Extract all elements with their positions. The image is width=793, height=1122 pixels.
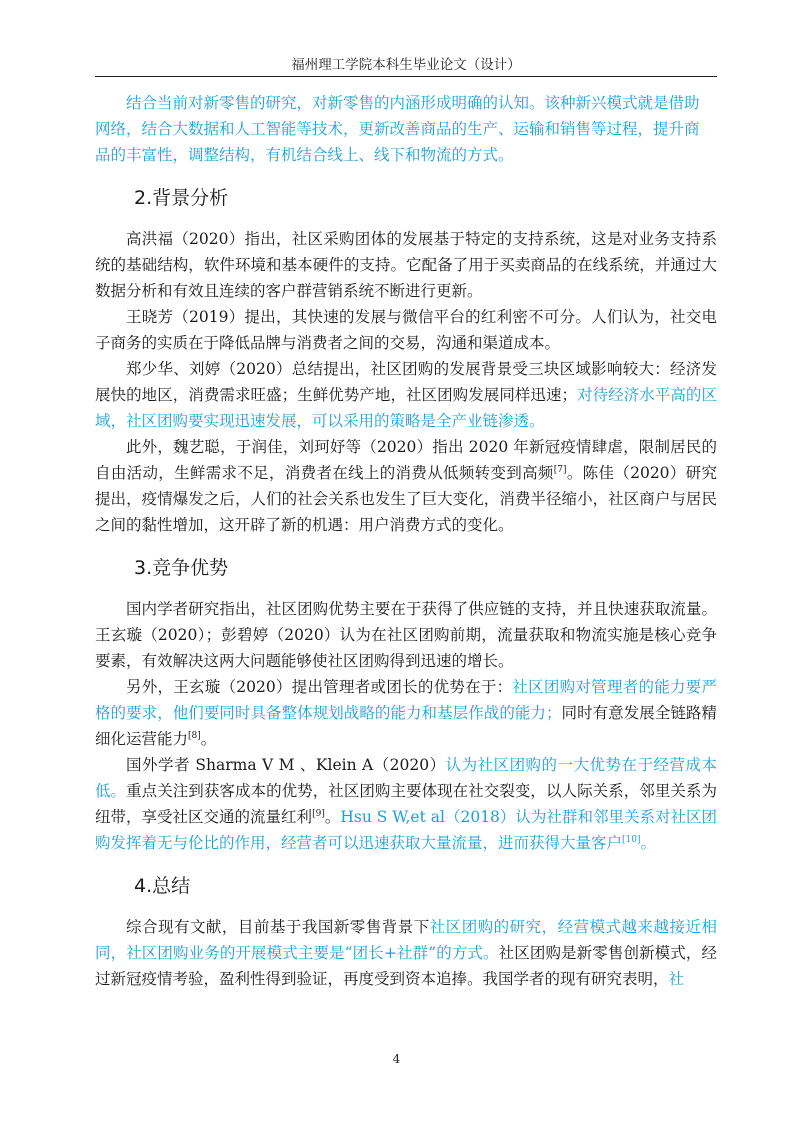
running-header: 福州理工学院本科生毕业论文（设计） [291, 57, 521, 73]
paragraph-zheng [95, 356, 717, 434]
intro-paragraph-cont [95, 116, 717, 142]
page-number: 4 [392, 1052, 401, 1066]
header-rule [95, 76, 717, 77]
section-heading-background: 2.背景分析 [134, 187, 229, 209]
paragraph-gao: 高洪福（2020）指出，社区采购团体的发展基于特定的支持系统，这是对业务支持系统的基础结构，软件环境和基本硬件的支持。它配备了用于买卖商品的在线系统，并通过大数据分析和有效且连续的客户群营销系统不断进行更新。 [95, 230, 717, 300]
text-run: 重点关注到获客成本的优势，社区团购主要体现在社交裂变，以人际关系，邻里关系为纽带，享受社区交通的流量红利 [95, 782, 717, 826]
paragraph-domestic-scholars: 国内学者研究指出，社区团购优势主要在于获得了供应链的支持，并且快速获取流量。王玄璇（2020）；彭碧婷（2020）认为在社区团购前期，流量获取和物流实施是核心竞争要素，有效解决这两大问题能够使社区团购得到迅速的增长。 [95, 600, 717, 670]
intro-line-3: 品的丰富性，调整结构，有机结合线上、线下和物流的方式。 [95, 146, 514, 164]
text-run: 同时有意发展全链路精细化运营能力 [95, 704, 717, 748]
text-run: 。 [324, 808, 341, 826]
text-run: 。 [200, 730, 217, 748]
intro-paragraph [95, 90, 717, 116]
intro-paragraph-end [95, 142, 717, 168]
section-heading-summary: 4.总结 [134, 875, 191, 897]
highlighted-text: 对待经济水平高的区域，社区团购要实现迅速发展，可以采用的策略是全产业链渗透。 [95, 386, 717, 430]
section-heading-competitive-advantage: 3.竞争优势 [134, 557, 229, 579]
text-run: 。 [640, 834, 657, 852]
intro-line-2: 网络，结合大数据和人工智能等技术，更新改善商品的生产、运输和销售等过程，提升商 [95, 120, 700, 138]
text-run: 另外，王玄璇（2020）提出管理者或团长的优势在于： [126, 678, 513, 696]
paragraph-manager-advantage [95, 674, 717, 752]
citation-ref: [7] [553, 464, 567, 475]
citation-ref: [10] [622, 834, 641, 845]
highlighted-text: 社 [668, 970, 685, 988]
highlighted-text: 认为社区团购的一大优势在于经营成本低。 [95, 756, 717, 800]
paragraph-summary [95, 914, 717, 992]
text-run: Hsu S W,et al（2018）认为社群和邻里关系对社区团购发挥着无与伦比的作用，经营者可以迅速获取大量流量，进而获得大量客户 [95, 808, 717, 852]
text-run: 郑少华、刘婷（2020）总结提出，社区团购的发展背景受三块区域影响较大：经济发展快的地区，消费需求旺盛；生鲜优势产地，社区团购发展同样迅速； [95, 360, 717, 404]
text-run: 。陈佳（2020）研究提出，疫情爆发之后，人们的社会关系也发生了巨大变化，消费半径缩小，社区商户与居民之间的黏性增加，这开辟了新的机遇：用户消费方式的变化。 [95, 464, 717, 534]
page-body [95, 90, 717, 992]
text-run: 国外学者 Sharma V M 、Klein A（2020） [126, 756, 446, 774]
paragraph-foreign-scholars [95, 752, 717, 856]
text-run: 综合现有文献，目前基于我国新零售背景下 [126, 918, 430, 936]
text-run: 此外，魏艺聪，于润佳，刘珂妤等（2020）指出 2020 年新冠疫情肆虐，限制居民的自由活动，生鲜需求不足，消费者在线上的消费从低频转变到高频 [95, 438, 717, 482]
paragraph-wang-xiaofang: 王晓芳（2019）提出，其快速的发展与微信平台的红利密不可分。人们认为，社交电子商务的实质在于降低品牌与消费者之间的交易，沟通和渠道成本。 [95, 308, 717, 352]
text-run: 社区团购是新零售创新模式，经过新冠疫情考验，盈利性得到验证，再度受到资本追捧。我国学者的现有研究表明， [95, 944, 717, 988]
highlighted-text: 社区团购的研究，经营模式越来越接近相同，社区团购业务的开展模式主要是“团长+社群”的方式。 [95, 918, 717, 962]
citation-ref: [8] [188, 730, 201, 741]
highlighted-text: 社区团购对管理者的能力要严格的要求，他们要同时具备整体规划战略的能力和基层作战的能力； [95, 678, 717, 722]
citation-ref: [9] [312, 808, 325, 819]
intro-line-1: 结合当前对新零售的研究，对新零售的内涵形成明确的认知。该种新兴模式就是借助 [126, 94, 700, 112]
paragraph-wei [95, 434, 717, 538]
